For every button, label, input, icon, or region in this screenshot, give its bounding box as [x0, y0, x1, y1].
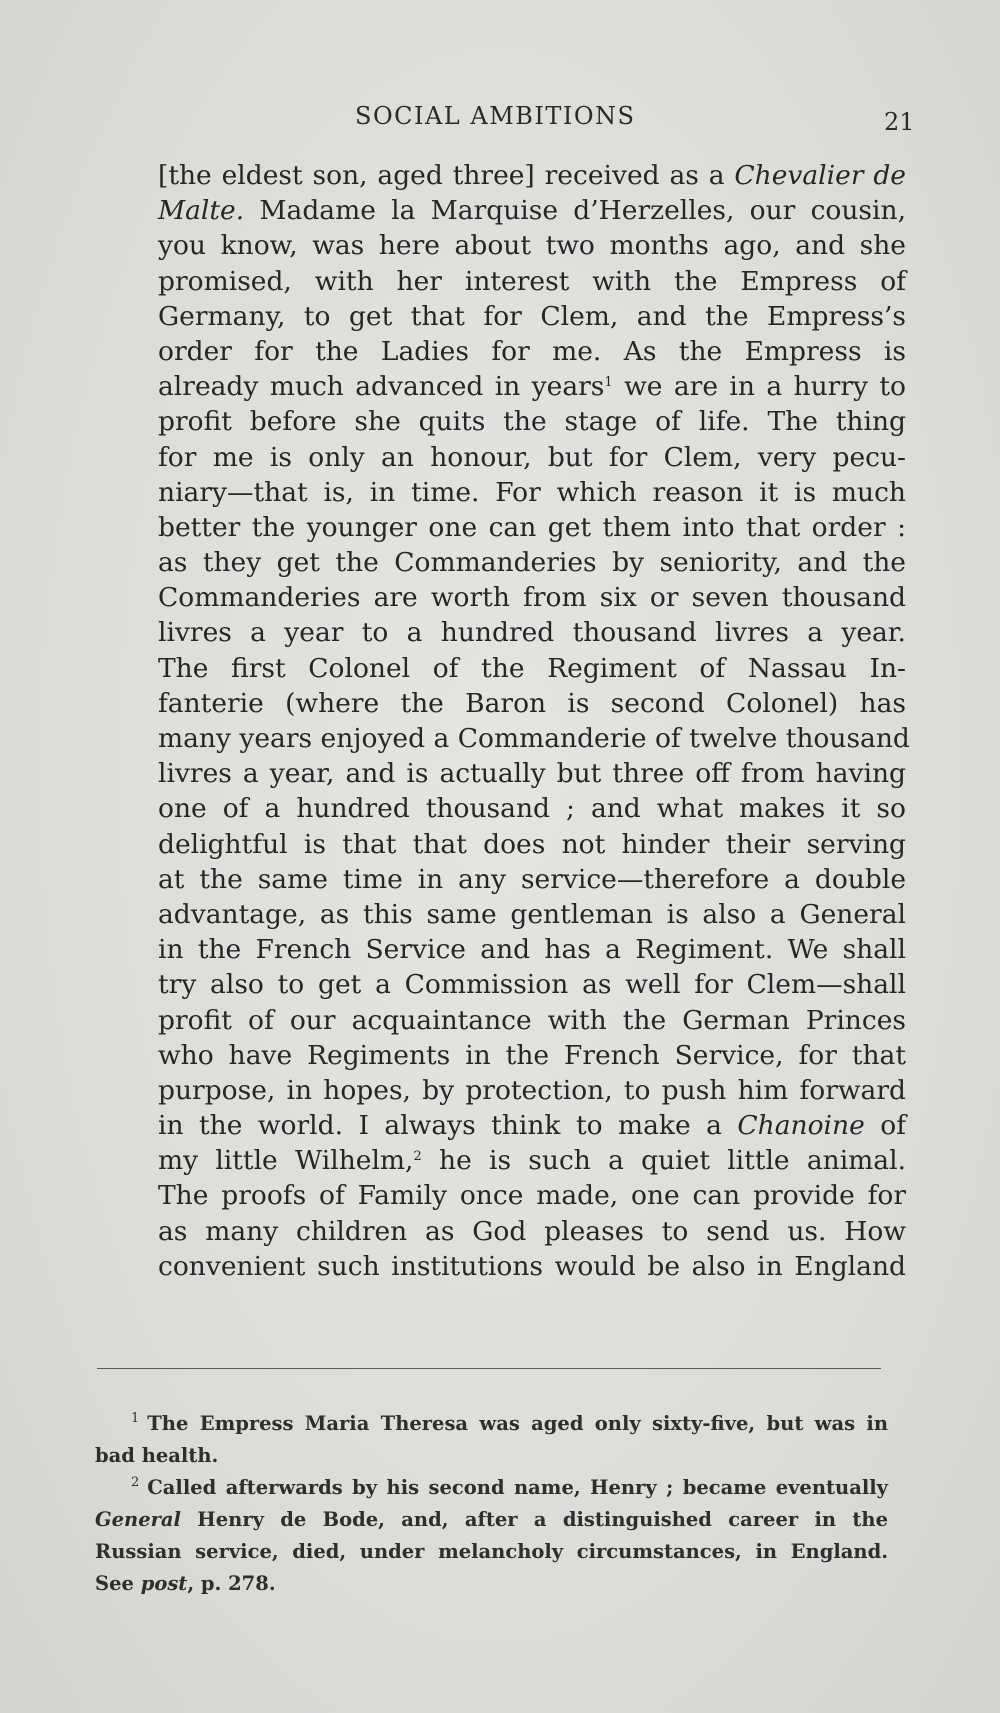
footnote	[95, 1408, 888, 1472]
italic-text: post	[140, 1572, 188, 1595]
text-line: in the French Service and has a Regiment. We shall	[158, 934, 906, 966]
text-line: who have Regiments in the French Service, for that	[158, 1039, 906, 1071]
footnotes	[95, 1408, 888, 1600]
running-head	[0, 102, 1000, 142]
footnote-line: General Henry de Bode, and, after a distinguished career in the	[95, 1508, 888, 1531]
italic-text: Malte.	[158, 195, 245, 227]
text-line: as many children as God pleases to send us. How	[158, 1215, 906, 1247]
text-line: fanterie (where the Baron is second Colonel) has	[158, 687, 906, 719]
italic-text: General	[95, 1508, 181, 1531]
text-line: Germany, to get that for Clem, and the Empress’s	[158, 300, 906, 332]
footnote-line: $^1$ The Empress Maria Theresa was aged only sixty-five, but was in	[131, 1411, 888, 1435]
text-line: The first Colonel of the Regiment of Nassau In-	[158, 652, 906, 684]
text-line: in the world. I always think to make a Chanoine of	[158, 1110, 906, 1142]
italic-text: Chanoine	[737, 1110, 865, 1142]
text-line: advantage, as this same gentleman is also a General	[158, 898, 906, 930]
text-line: Commanderies are worth from six or seven thousand	[158, 582, 906, 614]
text-line: Malte. Madame la Marquise d’Herzelles, our cousin,	[158, 195, 906, 227]
text-line: better the younger one can get them into that order :	[158, 511, 906, 543]
text-line: profit before she quits the stage of life. The thing	[158, 406, 906, 438]
text-line: livres a year to a hundred thousand livres a year.	[158, 617, 906, 649]
footnote-reference: 2	[413, 1149, 422, 1165]
footnote-line: bad health.	[95, 1444, 219, 1467]
text-line: you know, was here about two months ago, and she	[158, 230, 906, 262]
footnote-mark: 1	[131, 1411, 140, 1426]
text-line: as they get the Commanderies by seniority, and the	[158, 547, 906, 579]
footnote-line: See post, p. 278.	[95, 1572, 276, 1595]
footnote-mark: 2	[131, 1475, 140, 1490]
text-line: at the same time in any service—therefore a double	[158, 863, 906, 895]
text-line: purpose, in hopes, by protection, to push him forward	[158, 1074, 906, 1106]
text-line: order for the Ladies for me. As the Empress is	[158, 335, 906, 367]
text-line: many years enjoyed a Commanderie of twelve thousand	[158, 723, 910, 754]
text-line: livres a year, and is actually but three off from having	[158, 758, 906, 790]
text-line: try also to get a Commission as well for Clem—shall	[158, 969, 906, 1001]
text-line: one of a hundred thousand ; and what makes it so	[158, 793, 906, 825]
footnote-reference: 1	[604, 375, 613, 391]
text-line: already much advanced in years$^1$ we are in a hurry to	[158, 371, 906, 403]
text-line: for me is only an honour, but for Clem, very pecu-	[158, 441, 906, 473]
main-text	[158, 158, 910, 1284]
text-line: profit of our acquaintance with the German Princes	[158, 1004, 906, 1036]
footnote-line: $^2$ Called afterwards by his second name, Henry ; became eventually	[131, 1475, 888, 1499]
running-title: SOCIAL AMBITIONS	[355, 102, 636, 130]
text-line: The proofs of Family once made, one can provide for	[158, 1180, 906, 1212]
footnote-line: Russian service, died, under melancholy circumstances, in England.	[95, 1540, 888, 1563]
footnote-divider	[97, 1368, 881, 1369]
text-line: [the eldest son, aged three] received as a Chevalier de	[158, 160, 906, 191]
footnote	[95, 1472, 888, 1600]
text-line: promised, with her interest with the Empress of	[158, 265, 906, 297]
page-number: 21	[884, 108, 915, 136]
text-line: convenient such institutions would be also in England	[158, 1250, 906, 1282]
text-line: niary—that is, in time. For which reason it is much	[158, 476, 906, 508]
italic-text: Chevalier de	[734, 160, 906, 191]
text-line: delightful is that that does not hinder their serving	[158, 828, 906, 860]
text-line: my little Wilhelm,$^2$ he is such a quiet little animal.	[158, 1145, 907, 1177]
